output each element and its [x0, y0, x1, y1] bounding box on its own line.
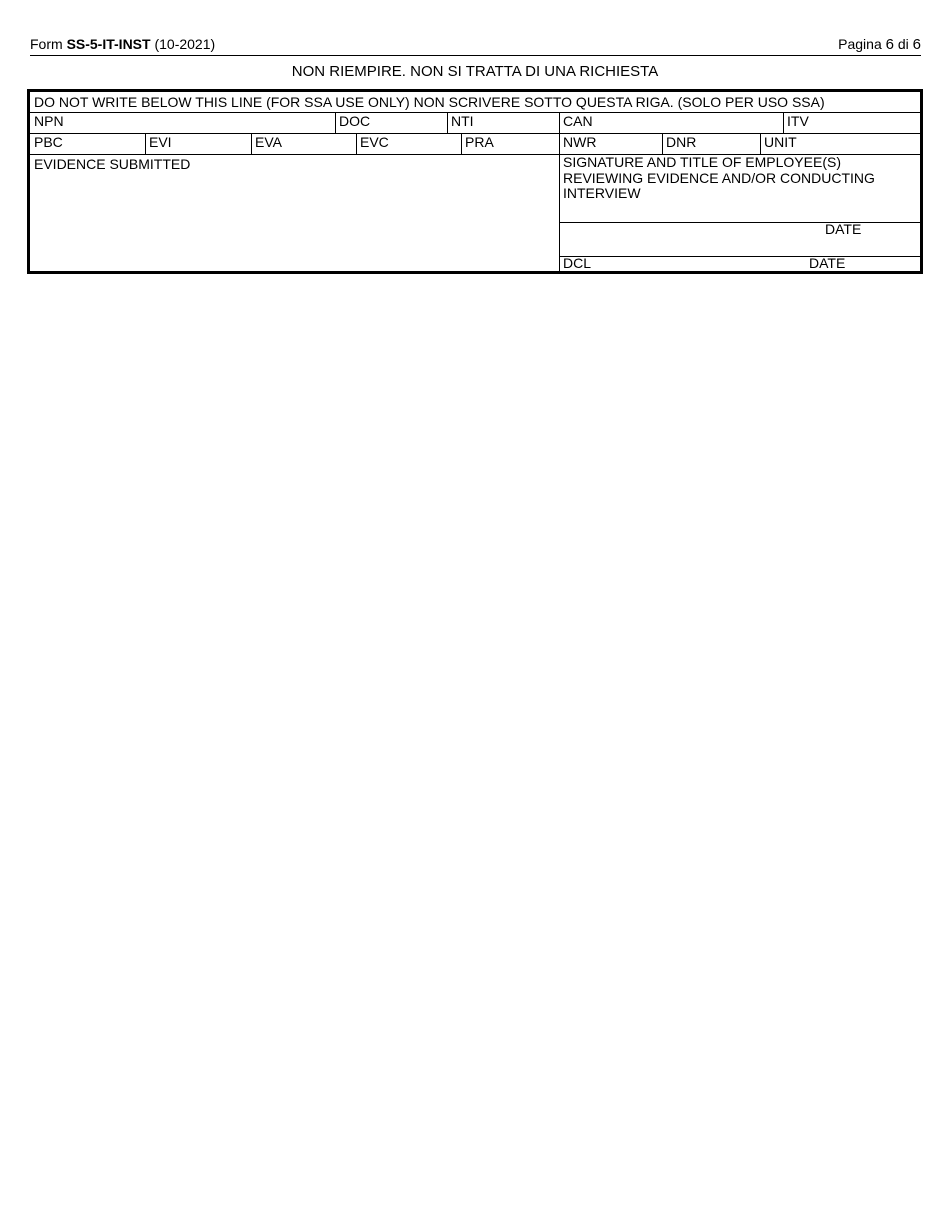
doc-field[interactable]: DOC	[339, 113, 371, 129]
form-id: SS-5-IT-INST	[66, 36, 151, 52]
form-prefix: Form	[30, 36, 67, 52]
unit-field[interactable]: UNIT	[764, 134, 797, 150]
page-number	[838, 36, 921, 53]
eva-field[interactable]: EVA	[255, 134, 282, 150]
form-date: (10-2021)	[150, 36, 216, 52]
office-use-title: DO NOT WRITE BELOW THIS LINE (FOR SSA USE ONLY) NON SCRIVERE SOTTO QUESTA RIGA. (SOLO PER USO SSA)	[34, 94, 825, 110]
can-field[interactable]: CAN	[563, 113, 593, 129]
evi-field[interactable]: EVI	[149, 134, 172, 150]
evidence-submitted-field[interactable]: EVIDENCE SUBMITTED	[34, 156, 191, 172]
page-separator: di	[893, 36, 913, 52]
page-current: 6	[885, 36, 894, 53]
form-identifier	[30, 36, 215, 52]
page-total: 6	[912, 36, 921, 53]
date-label-1: DATE	[825, 221, 862, 237]
evc-field[interactable]: EVC	[360, 134, 389, 150]
ssa-office-use-box	[27, 89, 923, 274]
page-header	[30, 34, 921, 56]
itv-field[interactable]: ITV	[787, 113, 809, 129]
employee-signature-field[interactable]: SIGNATURE AND TITLE OF EMPLOYEE(S) REVIEWING EVIDENCE AND/OR CONDUCTING INTERVIEW	[563, 154, 875, 201]
dcl-field[interactable]: DCL	[563, 255, 592, 271]
pra-field[interactable]: PRA	[465, 134, 494, 150]
pbc-field[interactable]: PBC	[34, 134, 63, 150]
nwr-field[interactable]: NWR	[563, 134, 597, 150]
nti-field[interactable]: NTI	[451, 113, 474, 129]
date-field-1[interactable]	[559, 222, 920, 256]
date-field-2[interactable]: DATE	[809, 255, 846, 271]
dnr-field[interactable]: DNR	[666, 134, 697, 150]
notice-heading: NON RIEMPIRE. NON SI TRATTA DI UNA RICHIESTA	[291, 63, 659, 80]
npn-field[interactable]: NPN	[34, 113, 64, 129]
page-label: Pagina	[838, 36, 886, 52]
